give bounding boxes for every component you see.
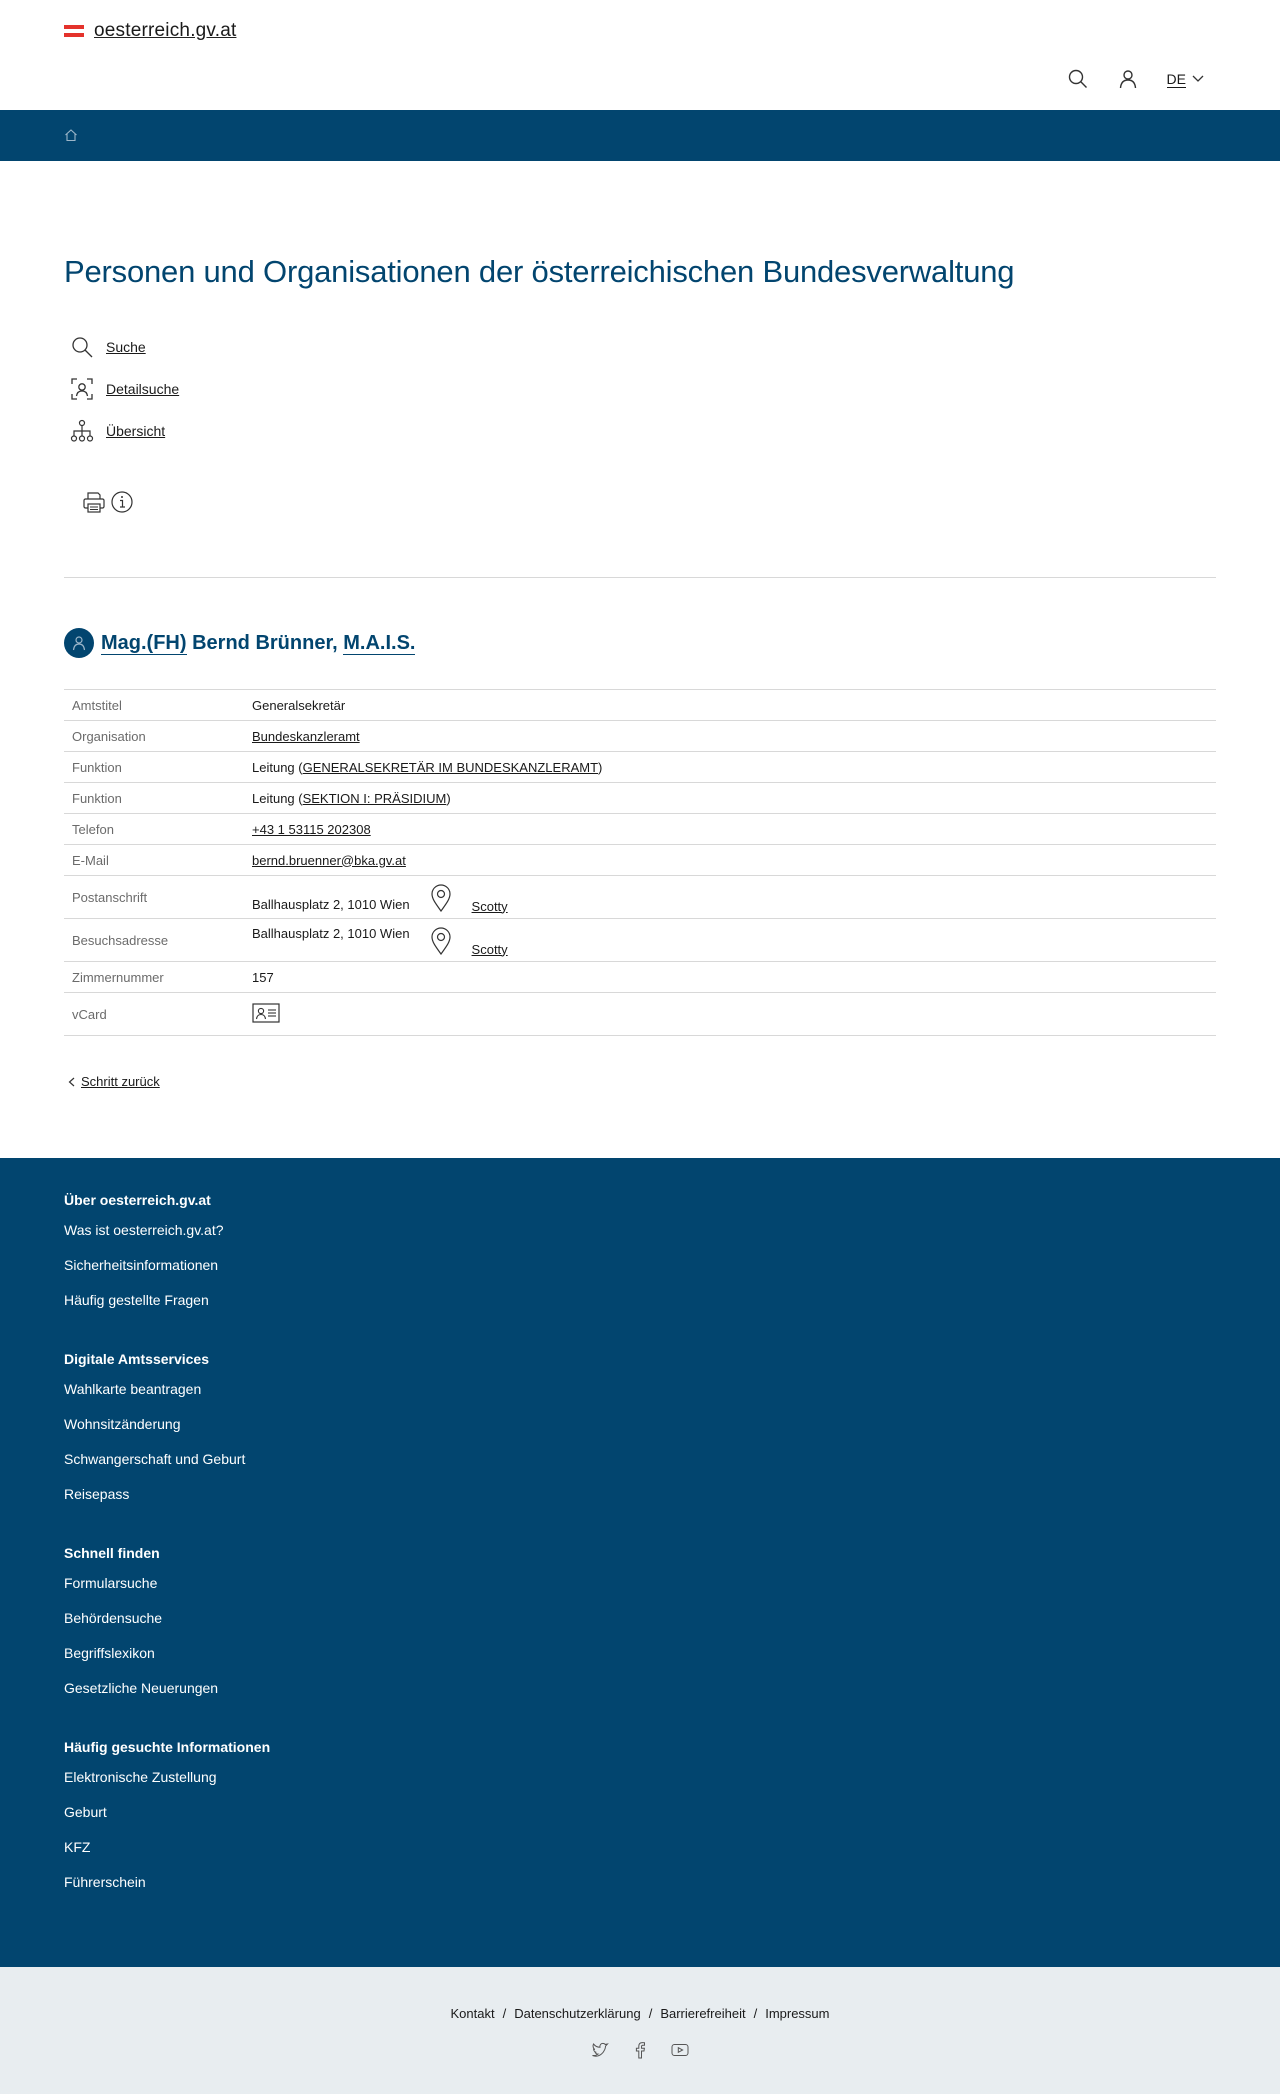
footer-link[interactable]: Begriffslexikon bbox=[64, 1645, 155, 1661]
row-label: Besuchsadresse bbox=[64, 919, 244, 962]
footer-section-title: Schnell finden bbox=[64, 1545, 160, 1561]
chevron-down-icon bbox=[1192, 75, 1204, 83]
table-row bbox=[64, 962, 1216, 993]
table-row bbox=[64, 690, 1216, 721]
person-name bbox=[101, 632, 415, 655]
table-row bbox=[64, 919, 1216, 962]
amtstitel-value: Generalsekretär bbox=[244, 690, 1216, 721]
map-pin-icon bbox=[430, 927, 452, 955]
table-row bbox=[64, 783, 1216, 814]
back-navigation bbox=[68, 1074, 160, 1089]
funktion-prefix: Leitung ( bbox=[252, 759, 303, 775]
page-title: Personen und Organisationen der österreichischen Bundesverwaltung bbox=[64, 254, 1015, 289]
back-link[interactable]: Schritt zurück bbox=[81, 1074, 160, 1089]
austrian-flag-icon bbox=[64, 25, 84, 38]
subnav-item-label: Suche bbox=[106, 339, 146, 355]
page-utilities bbox=[82, 490, 134, 537]
legal-link-impressum[interactable]: Impressum bbox=[765, 2006, 830, 2021]
footer-link[interactable]: Wahlkarte beantragen bbox=[64, 1381, 202, 1397]
row-label: Funktion bbox=[64, 752, 244, 783]
footer-section-title: Häufig gesuchte Informationen bbox=[64, 1739, 271, 1755]
legal-links bbox=[0, 2006, 1280, 2021]
legal-link-kontakt[interactable]: Kontakt bbox=[450, 2006, 495, 2021]
postanschrift-value: Ballhausplatz 2, 1010 Wien bbox=[252, 896, 410, 912]
subnav-item-uebersicht[interactable] bbox=[70, 410, 179, 452]
map-pin-icon bbox=[430, 884, 452, 912]
person-heading bbox=[64, 628, 415, 658]
footer-section-about bbox=[64, 1192, 224, 1327]
legal-separator: / bbox=[648, 2006, 653, 2021]
footer-link[interactable]: Formularsuche bbox=[64, 1575, 158, 1591]
person-details-table bbox=[64, 689, 1216, 1036]
legal-footer bbox=[0, 1967, 1280, 2094]
org-chart-icon bbox=[70, 419, 94, 443]
row-label: E-Mail bbox=[64, 845, 244, 876]
footer-section-title: Über oesterreich.gv.at bbox=[64, 1192, 211, 1208]
academic-title-suffix[interactable]: M.A.I.S. bbox=[343, 631, 416, 654]
legal-separator: / bbox=[753, 2006, 758, 2021]
footer-section-title: Digitale Amtsservices bbox=[64, 1351, 209, 1367]
table-row bbox=[64, 752, 1216, 783]
youtube-icon[interactable] bbox=[671, 2041, 689, 2059]
row-label: Zimmernummer bbox=[64, 962, 244, 993]
footer-link[interactable]: Was ist oesterreich.gv.at? bbox=[64, 1222, 224, 1238]
table-row bbox=[64, 814, 1216, 845]
footer-link[interactable]: Sicherheitsinformationen bbox=[64, 1257, 219, 1273]
legal-link-datenschutz[interactable]: Datenschutzerklärung bbox=[514, 2006, 641, 2021]
table-row bbox=[64, 845, 1216, 876]
subnav-item-label: Übersicht bbox=[106, 423, 166, 439]
besuchsadresse-value: Ballhausplatz 2, 1010 Wien bbox=[252, 925, 410, 941]
row-label: Organisation bbox=[64, 721, 244, 752]
site-header bbox=[0, 0, 1280, 110]
row-label: Telefon bbox=[64, 814, 244, 845]
info-icon[interactable] bbox=[110, 490, 134, 514]
vcard-download-icon[interactable] bbox=[252, 1003, 280, 1023]
chevron-left-icon bbox=[68, 1077, 75, 1087]
search-icon[interactable] bbox=[1067, 68, 1089, 90]
row-label: vCard bbox=[64, 993, 244, 1036]
language-label: DE bbox=[1166, 70, 1186, 87]
print-icon[interactable] bbox=[82, 490, 106, 514]
section-divider bbox=[64, 577, 1216, 578]
table-row bbox=[64, 876, 1216, 919]
footer-link[interactable]: Wohnsitzänderung bbox=[64, 1416, 181, 1432]
person-avatar-icon bbox=[64, 628, 94, 658]
breadcrumb-bar bbox=[0, 110, 1280, 161]
scotty-map-link[interactable]: Scotty bbox=[471, 941, 508, 957]
row-label: Postanschrift bbox=[64, 876, 244, 919]
detail-search-icon bbox=[70, 377, 94, 401]
funktion-link[interactable]: GENERALSEKRETÄR IM BUNDESKANZLERAMT bbox=[302, 759, 599, 775]
home-icon[interactable] bbox=[64, 128, 78, 142]
header-tools bbox=[1067, 68, 1204, 90]
table-row bbox=[64, 993, 1216, 1036]
user-login-icon[interactable] bbox=[1117, 68, 1139, 90]
twitter-icon[interactable] bbox=[591, 2041, 609, 2059]
facebook-icon[interactable] bbox=[631, 2041, 649, 2059]
funktion-suffix: ) bbox=[598, 759, 603, 775]
footer-link[interactable]: Gesetzliche Neuerungen bbox=[64, 1680, 219, 1696]
footer-link[interactable]: Elektronische Zustellung bbox=[64, 1769, 217, 1785]
subnav-item-label: Detailsuche bbox=[106, 381, 180, 397]
academic-title-prefix[interactable]: Mag.(FH) bbox=[101, 631, 187, 654]
funktion-prefix: Leitung ( bbox=[252, 790, 303, 806]
legal-separator: / bbox=[502, 2006, 507, 2021]
footer-link[interactable]: KFZ bbox=[64, 1839, 91, 1855]
footer-link[interactable]: Reisepass bbox=[64, 1486, 130, 1502]
row-label: Amtstitel bbox=[64, 690, 244, 721]
footer-section-services bbox=[64, 1351, 245, 1521]
email-link[interactable]: bernd.bruenner@bka.gv.at bbox=[252, 852, 406, 868]
legal-link-barrierefreiheit[interactable]: Barrierefreiheit bbox=[660, 2006, 746, 2021]
telefon-link[interactable]: +43 1 53115 202308 bbox=[252, 821, 371, 837]
table-row bbox=[64, 721, 1216, 752]
language-selector[interactable] bbox=[1167, 71, 1204, 88]
footer-section-popular bbox=[64, 1739, 270, 1909]
row-label: Funktion bbox=[64, 783, 244, 814]
organisation-link[interactable]: Bundeskanzleramt bbox=[252, 728, 360, 744]
sub-navigation bbox=[70, 326, 179, 452]
scotty-map-link[interactable]: Scotty bbox=[471, 898, 508, 914]
footer-link[interactable]: Häufig gestellte Fragen bbox=[64, 1292, 209, 1308]
subnav-item-detailsuche[interactable] bbox=[70, 368, 179, 410]
subnav-item-suche[interactable] bbox=[70, 326, 179, 368]
site-name: oesterreich.gv.at bbox=[94, 20, 237, 41]
search-icon bbox=[70, 335, 94, 359]
person-full-name: Bernd Brünner, bbox=[192, 631, 338, 654]
funktion-suffix: ) bbox=[446, 790, 451, 806]
footer-section-quick-find bbox=[64, 1545, 218, 1715]
footer-link[interactable]: Geburt bbox=[64, 1804, 107, 1820]
site-footer bbox=[0, 1158, 1280, 1967]
footer-link[interactable]: Führerschein bbox=[64, 1874, 146, 1890]
zimmer-value: 157 bbox=[244, 962, 1216, 993]
site-logo-link[interactable] bbox=[64, 20, 236, 42]
social-links bbox=[0, 2041, 1280, 2059]
funktion-link[interactable]: SEKTION I: PRÄSIDIUM bbox=[302, 790, 447, 806]
footer-link[interactable]: Schwangerschaft und Geburt bbox=[64, 1451, 246, 1467]
footer-link[interactable]: Behördensuche bbox=[64, 1610, 163, 1626]
